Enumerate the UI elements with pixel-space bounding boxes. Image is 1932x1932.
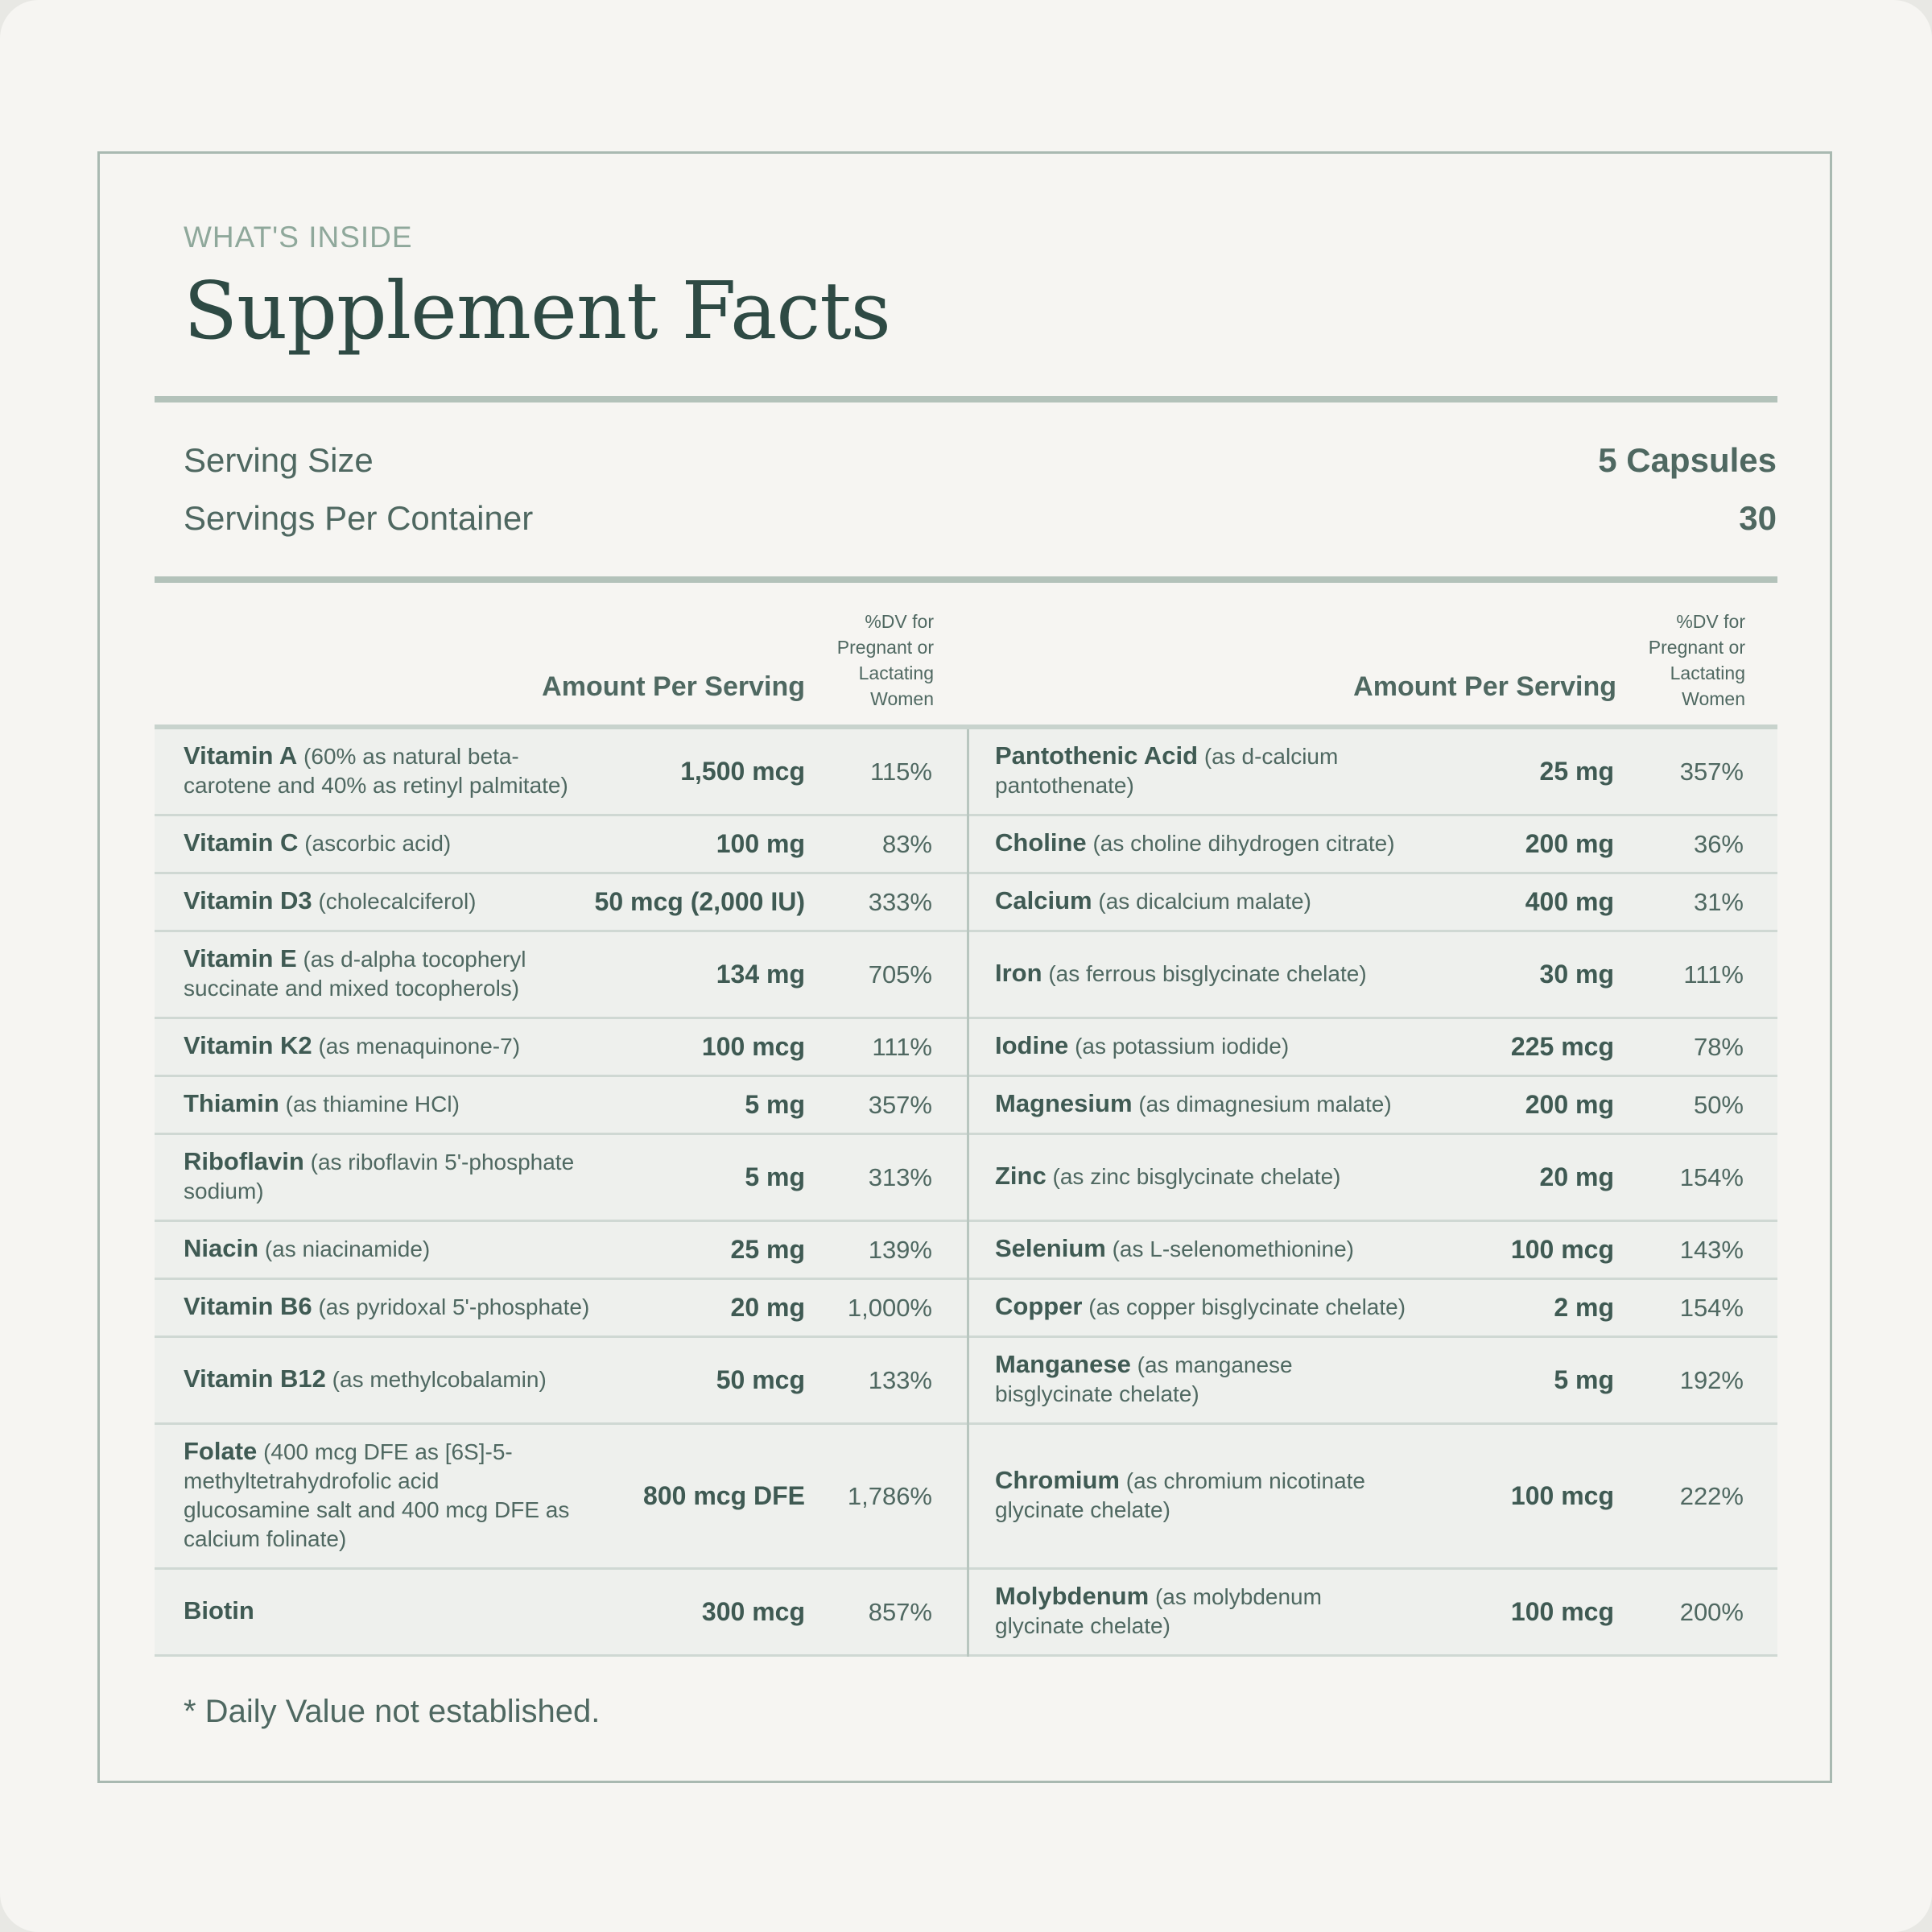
nutrient-daily-value: 192% xyxy=(1679,1365,1744,1394)
footnote: * Daily Value not established. xyxy=(184,1694,601,1729)
nutrient-label: Calcium xyxy=(995,886,1092,914)
title-divider xyxy=(155,396,1777,402)
nutrient-daily-value: 78% xyxy=(1693,1032,1744,1061)
nutrient-label: Molybdenum xyxy=(995,1581,1150,1610)
nutrient-label: Vitamin K2 xyxy=(184,1030,312,1059)
nutrient-source: (as chromium nicotinate xyxy=(1125,1468,1366,1493)
nutrient-label: Manganese xyxy=(995,1349,1131,1378)
dv-header-line: Pregnant or xyxy=(1648,637,1745,658)
nutrient-source: glycinate chelate) xyxy=(995,1496,1170,1522)
nutrient-source: (as L-selenomethionine) xyxy=(1112,1236,1354,1261)
dv-header-line: Women xyxy=(1682,688,1745,709)
nutrient-label: Vitamin D3 xyxy=(184,886,312,914)
nutrient-source: (as riboflavin 5'-phosphate xyxy=(310,1149,575,1174)
nutrient-amount: 1,500 mcg xyxy=(680,756,805,786)
serving-size-label: Serving Size xyxy=(184,441,374,479)
nutrient-source: (as d-calcium xyxy=(1203,743,1339,769)
nutrient-daily-value: 1,000% xyxy=(847,1293,932,1322)
left-dv-header xyxy=(773,609,934,712)
nutrient-amount: 100 mg xyxy=(716,828,805,858)
nutrient-amount: 5 mg xyxy=(745,1089,805,1119)
nutrient-source: bisglycinate chelate) xyxy=(995,1381,1199,1406)
nutrient-amount: 20 mg xyxy=(730,1292,805,1322)
nutrient-amount: 2 mg xyxy=(1554,1292,1614,1322)
nutrient-amount: 50 mcg (2,000 IU) xyxy=(594,886,805,916)
nutrient-label: Vitamin E xyxy=(184,943,297,972)
nutrient-daily-value: 154% xyxy=(1679,1293,1744,1322)
nutrient-daily-value: 705% xyxy=(868,960,932,989)
nutrient-label: Copper xyxy=(995,1291,1083,1320)
serving-divider xyxy=(155,576,1777,583)
nutrient-source: (cholecalciferol) xyxy=(318,888,477,914)
nutrient-daily-value: 200% xyxy=(1679,1597,1744,1626)
nutrient-source: (as copper bisglycinate chelate) xyxy=(1088,1294,1406,1319)
nutrient-daily-value: 115% xyxy=(870,757,932,786)
nutrient-amount: 100 mcg xyxy=(1510,1596,1614,1626)
nutrient-label: Iodine xyxy=(995,1030,1069,1059)
nutrient-amount: 5 mg xyxy=(745,1162,805,1191)
nutrient-label: Magnesium xyxy=(995,1088,1133,1117)
nutrient-source: (as methylcobalamin) xyxy=(332,1366,547,1392)
nutrient-source: (as choline dihydrogen citrate) xyxy=(1092,830,1395,856)
nutrient-source: (60% as natural beta- xyxy=(303,743,519,769)
nutrient-label: Folate xyxy=(184,1436,258,1465)
dv-header-line: Lactating xyxy=(1670,663,1745,683)
nutrient-label: Vitamin B12 xyxy=(184,1364,326,1393)
nutrient-source: (400 mcg DFE as [6S]-5- xyxy=(263,1439,513,1464)
nutrient-daily-value: 222% xyxy=(1679,1481,1744,1510)
nutrient-amount: 100 mcg xyxy=(1510,1480,1614,1510)
nutrient-source: glycinate chelate) xyxy=(995,1612,1170,1638)
column-divider xyxy=(967,729,969,1657)
nutrient-daily-value: 357% xyxy=(1679,757,1744,786)
page-title: Supplement Facts xyxy=(184,266,890,357)
nutrient-daily-value: 143% xyxy=(1679,1235,1744,1264)
nutrient-daily-value: 1,786% xyxy=(847,1481,932,1510)
nutrient-amount: 400 mg xyxy=(1525,886,1614,916)
nutrient-label: Zinc xyxy=(995,1161,1046,1190)
nutrient-source: (as ferrous bisglycinate chelate) xyxy=(1048,960,1367,986)
nutrient-source: (as dicalcium malate) xyxy=(1098,888,1311,914)
nutrient-daily-value: 83% xyxy=(881,829,932,858)
nutrient-source: calcium folinate) xyxy=(184,1525,347,1551)
dv-header-line: Lactating xyxy=(858,663,934,683)
nutrient-amount: 100 mcg xyxy=(701,1031,805,1061)
nutrient-source: (as zinc bisglycinate chelate) xyxy=(1052,1163,1341,1189)
nutrient-source: (as manganese xyxy=(1137,1352,1293,1377)
dv-header-line: %DV for xyxy=(865,611,934,632)
left-amount-header: Amount Per Serving xyxy=(542,671,805,702)
nutrient-source: methyltetrahydrofolic acid xyxy=(184,1468,440,1493)
nutrient-amount: 25 mg xyxy=(730,1234,805,1264)
nutrient-source: (as potassium iodide) xyxy=(1075,1033,1290,1059)
servings-per-container-value: 30 xyxy=(1739,499,1777,537)
nutrient-label: Chromium xyxy=(995,1465,1120,1494)
nutrient-daily-value: 857% xyxy=(868,1597,932,1626)
nutrient-label: Choline xyxy=(995,828,1087,857)
nutrient-daily-value: 154% xyxy=(1679,1162,1744,1191)
nutrient-label: Niacin xyxy=(184,1233,259,1262)
nutrient-daily-value: 139% xyxy=(868,1235,932,1264)
nutrient-source: glucosamine salt and 400 mcg DFE as xyxy=(184,1496,570,1522)
nutrient-daily-value: 50% xyxy=(1693,1090,1744,1119)
nutrient-label: Vitamin B6 xyxy=(184,1291,312,1320)
nutrient-source: succinate and mixed tocopherols) xyxy=(184,975,520,1001)
nutrient-daily-value: 313% xyxy=(868,1162,932,1191)
nutrient-amount: 134 mg xyxy=(716,959,805,989)
nutrient-amount: 50 mcg xyxy=(716,1364,805,1394)
nutrient-source: pantothenate) xyxy=(995,772,1134,798)
nutrient-daily-value: 111% xyxy=(872,1032,932,1061)
nutrient-label: Vitamin C xyxy=(184,828,299,857)
nutrient-source: (as dimagnesium malate) xyxy=(1138,1091,1392,1117)
nutrient-source: carotene and 40% as retinyl palmitate) xyxy=(184,772,568,798)
nutrient-daily-value: 111% xyxy=(1683,960,1744,989)
dv-header-line: %DV for xyxy=(1676,611,1745,632)
nutrient-label: Selenium xyxy=(995,1233,1106,1262)
nutrient-source: (as thiamine HCl) xyxy=(285,1091,460,1117)
nutrient-source: (as niacinamide) xyxy=(264,1236,431,1261)
nutrient-source: (as molybdenum xyxy=(1154,1583,1322,1609)
nutrient-label: Riboflavin xyxy=(184,1146,304,1175)
nutrient-daily-value: 31% xyxy=(1693,887,1744,916)
nutrient-amount: 20 mg xyxy=(1539,1162,1614,1191)
nutrient-amount: 225 mcg xyxy=(1510,1031,1614,1061)
nutrient-amount: 300 mcg xyxy=(701,1596,805,1626)
nutrient-source: (as menaquinone-7) xyxy=(318,1033,521,1059)
nutrient-label: Pantothenic Acid xyxy=(995,741,1199,770)
nutrient-amount: 200 mg xyxy=(1525,828,1614,858)
nutrient-amount: 800 mcg DFE xyxy=(643,1480,805,1510)
nutrient-daily-value: 357% xyxy=(868,1090,932,1119)
nutrient-source: sodium) xyxy=(184,1178,264,1203)
section-eyebrow: WHAT'S INSIDE xyxy=(184,221,413,254)
nutrient-amount: 30 mg xyxy=(1539,959,1614,989)
nutrient-label: Iron xyxy=(995,958,1042,987)
nutrient-source: (ascorbic acid) xyxy=(304,830,452,856)
nutrient-daily-value: 133% xyxy=(868,1365,932,1394)
dv-header-line: Pregnant or xyxy=(836,637,934,658)
nutrient-source: (as pyridoxal 5'-phosphate) xyxy=(318,1294,590,1319)
nutrient-label: Biotin xyxy=(184,1596,254,1624)
nutrient-amount: 200 mg xyxy=(1525,1089,1614,1119)
nutrient-amount: 25 mg xyxy=(1539,756,1614,786)
right-dv-header xyxy=(1584,609,1745,712)
servings-per-container-label: Servings Per Container xyxy=(184,499,534,537)
nutrient-label: Vitamin A xyxy=(184,741,298,770)
nutrient-daily-value: 333% xyxy=(868,887,932,916)
serving-size-value: 5 Capsules xyxy=(1598,441,1777,479)
nutrient-amount: 100 mcg xyxy=(1510,1234,1614,1264)
nutrient-label: Thiamin xyxy=(184,1088,279,1117)
nutrient-daily-value: 36% xyxy=(1693,829,1744,858)
nutrient-source: (as d-alpha tocopheryl xyxy=(303,946,526,972)
right-amount-header: Amount Per Serving xyxy=(1353,671,1616,702)
dv-header-line: Women xyxy=(870,688,934,709)
nutrient-amount: 5 mg xyxy=(1554,1364,1614,1394)
